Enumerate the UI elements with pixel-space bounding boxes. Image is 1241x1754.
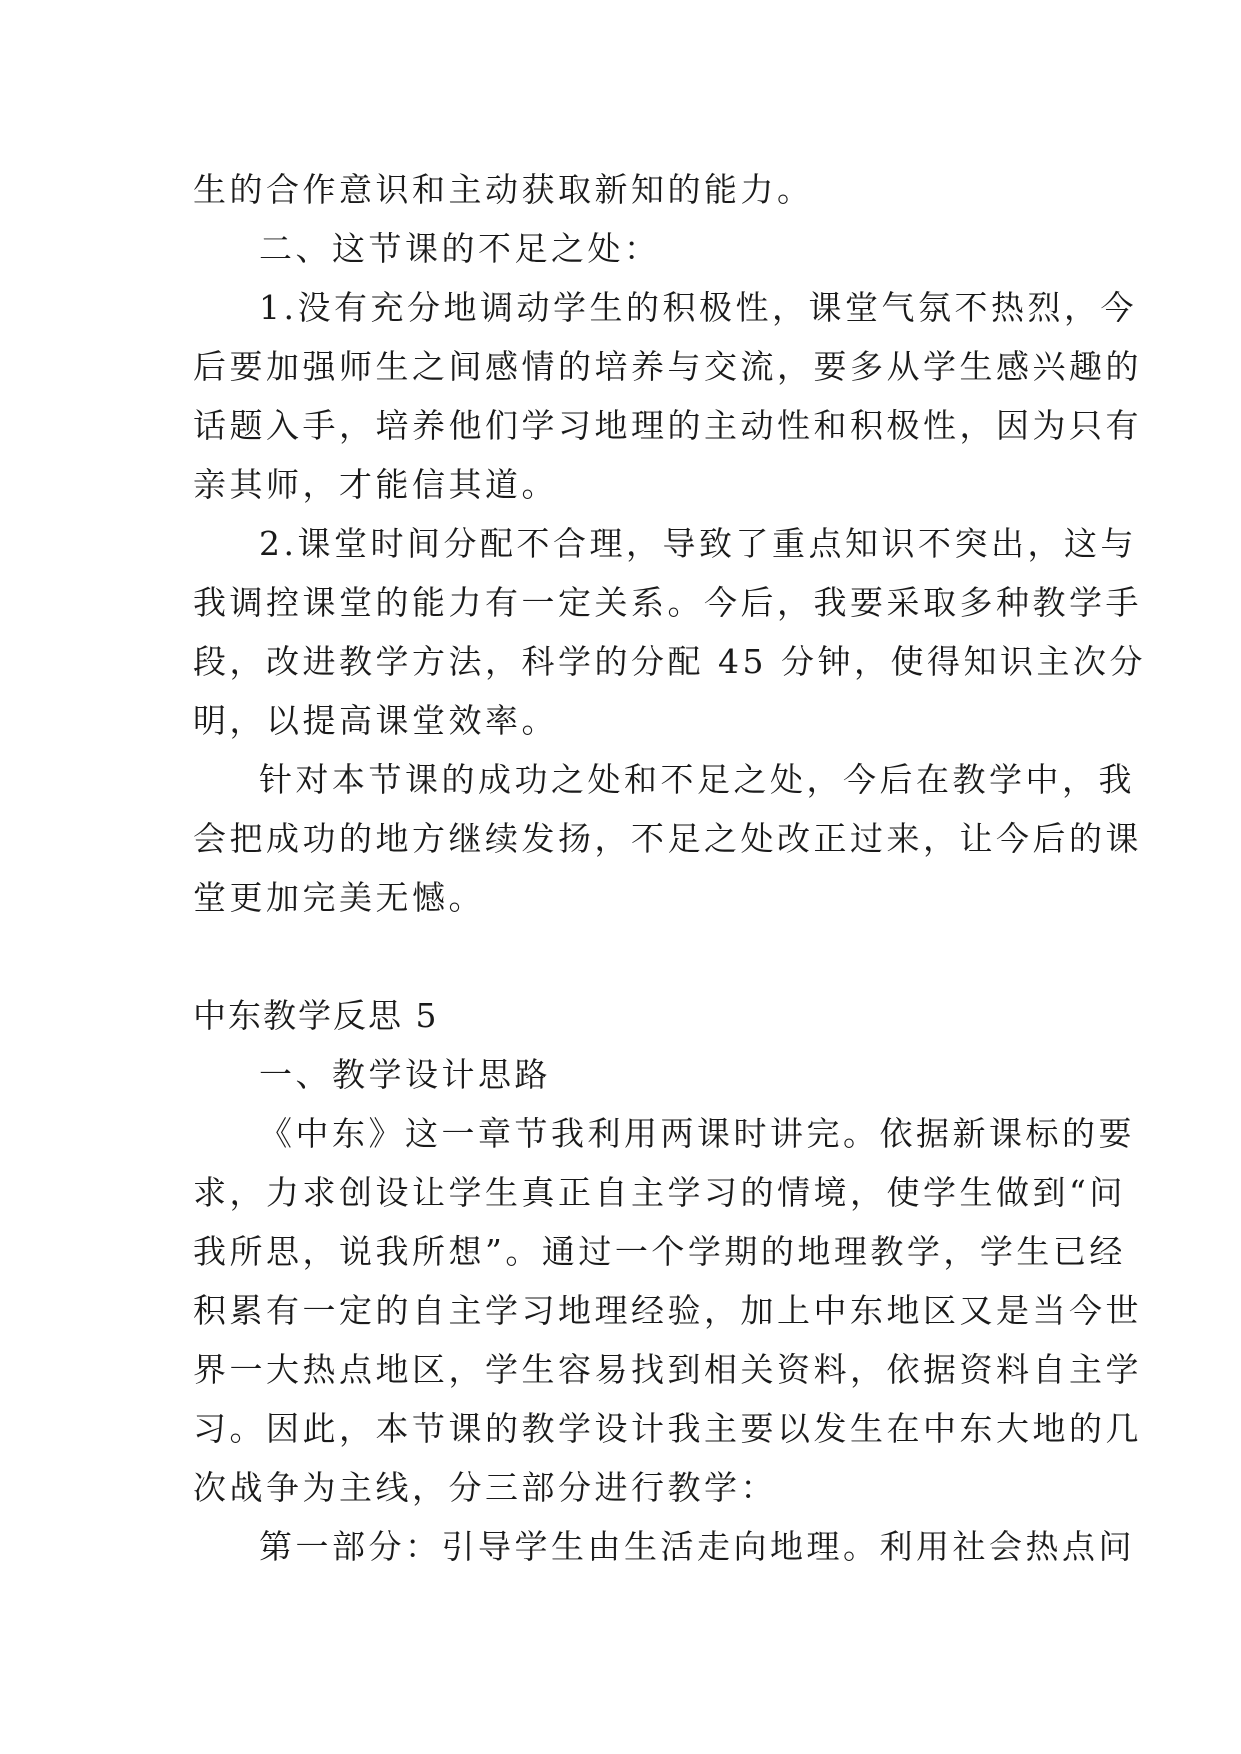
paragraph-line: 我调控课堂的能力有一定关系。今后，我要采取多种教学手 bbox=[193, 583, 1142, 622]
paragraph-line: 第一部分：引导学生由生活走向地理。利用社会热点问 bbox=[259, 1527, 1135, 1566]
paragraph-line: 后要加强师生之间感情的培养与交流，要多从学生感兴趣的 bbox=[193, 347, 1142, 386]
paragraph-line: 会把成功的地方继续发扬，不足之处改正过来，让今后的课 bbox=[193, 819, 1142, 858]
section-heading: 二、这节课的不足之处： bbox=[259, 229, 661, 268]
section-heading: 一、教学设计思路 bbox=[259, 1055, 551, 1094]
paragraph-line: 针对本节课的成功之处和不足之处，今后在教学中，我 bbox=[259, 760, 1135, 799]
paragraph-line: 生的合作意识和主动获取新知的能力。 bbox=[193, 170, 814, 209]
paragraph-line: 亲其师，才能信其道。 bbox=[193, 465, 558, 504]
paragraph-line: 次战争为主线，分三部分进行教学： bbox=[193, 1468, 777, 1507]
paragraph-line: 堂更加完美无憾。 bbox=[193, 878, 485, 917]
document-section-title: 中东教学反思 5 bbox=[193, 996, 439, 1035]
document-page bbox=[193, 160, 1146, 1576]
paragraph-line: 界一大热点地区，学生容易找到相关资料，依据资料自主学 bbox=[193, 1350, 1142, 1389]
paragraph-line: 《中东》这一章节我利用两课时讲完。依据新课标的要 bbox=[259, 1114, 1135, 1153]
paragraph-line: 2.课堂时间分配不合理，导致了重点知识不突出，这与 bbox=[259, 524, 1137, 563]
paragraph-line: 段，改进教学方法，科学的分配 45 分钟，使得知识主次分 bbox=[193, 642, 1146, 681]
paragraph-line: 我所思，说我所想”。通过一个学期的地理教学，学生已经 bbox=[193, 1232, 1126, 1271]
paragraph-line: 1.没有充分地调动学生的积极性，课堂气氛不热烈，今 bbox=[259, 288, 1137, 327]
paragraph-line: 积累有一定的自主学习地理经验，加上中东地区又是当今世 bbox=[193, 1291, 1142, 1330]
paragraph-line: 话题入手，培养他们学习地理的主动性和积极性，因为只有 bbox=[193, 406, 1142, 445]
blank-gap bbox=[193, 927, 1053, 986]
paragraph-line: 习。因此，本节课的教学设计我主要以发生在中东大地的几 bbox=[193, 1409, 1142, 1448]
paragraph-line: 明，以提高课堂效率。 bbox=[193, 701, 558, 740]
paragraph-line: 求，力求创设让学生真正自主学习的情境，使学生做到“问 bbox=[193, 1173, 1126, 1212]
